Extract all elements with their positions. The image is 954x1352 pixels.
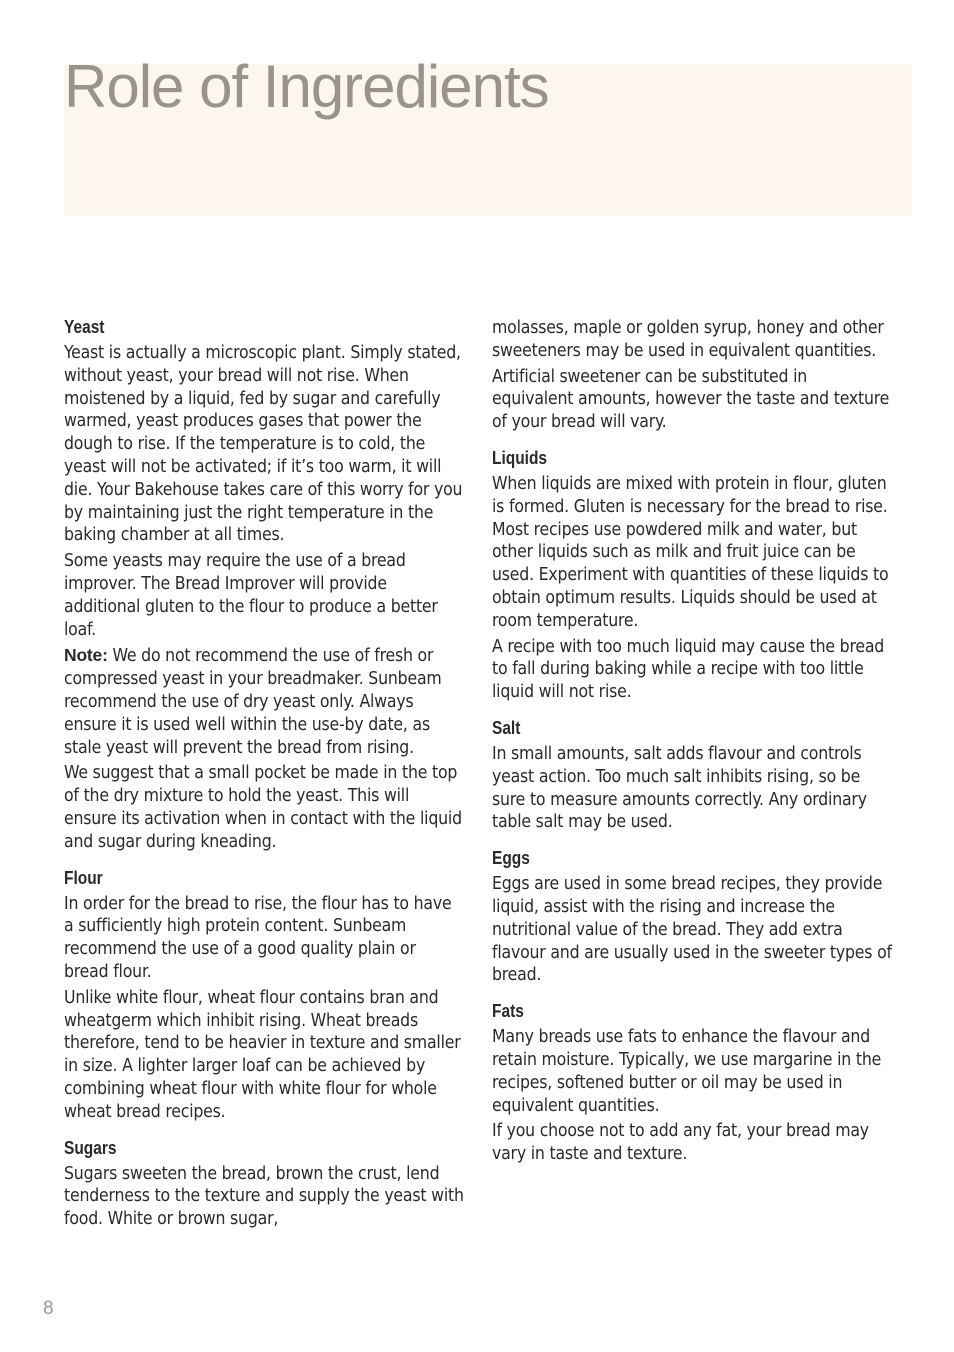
section-liquids — [492, 448, 892, 704]
section-heading: Fats — [492, 1001, 524, 1022]
note-paragraph — [64, 644, 464, 759]
section-heading: Eggs — [492, 848, 530, 869]
section-heading: Flour — [64, 867, 103, 888]
section-heading: Salt — [492, 717, 521, 738]
paragraph: When liquids are mixed with protein in flour, gluten is formed. Gluten is necessary for the bread to rise. Most recipes use powdered milk and water, but other liquids such as milk and fruit juice can be used. Experiment with quantities of these liquids to obtain optimum results. Liquids should be used at room temperature. — [492, 473, 889, 631]
section-flour — [64, 868, 464, 1124]
paragraph: Many breads use fats to enhance the flavour and retain moisture. Typically, we use margarine in the recipes, softened butter or oil may be used in equivalent quantities. — [492, 1027, 882, 1116]
right-column — [492, 317, 892, 1180]
paragraph: If you choose not to add any fat, your bread may vary in taste and texture. — [492, 1121, 869, 1165]
left-column — [64, 317, 464, 1245]
paragraph: Eggs are used in some bread recipes, they provide liquid, assist with the rising and increase the nutritional value of the bread. They add extra flavour and are usually used in the sweeter types of bread. — [492, 874, 892, 986]
section-heading: Sugars — [64, 1137, 117, 1158]
section-heading: Liquids — [492, 447, 548, 468]
paragraph: Sugars sweeten the bread, brown the crust, lend tenderness to the texture and supply the yeast with food. White or brown sugar, — [64, 1163, 464, 1230]
section-sugars — [64, 1138, 464, 1231]
section-eggs — [492, 848, 892, 987]
paragraph: Some yeasts may require the use of a bread improver. The Bread Improver will provide additional gluten to the flour to produce a better loaf. — [64, 551, 438, 640]
paragraph: molasses, maple or golden syrup, honey and other sweeteners may be used in equivalent quantities. — [492, 318, 884, 361]
page-title: Role of Ingredients — [64, 53, 549, 120]
paragraph: Artificial sweetener can be substituted in equivalent amounts, however the taste and texture of your bread will vary. — [492, 366, 890, 433]
section-salt — [492, 718, 892, 834]
section-yeast — [64, 317, 464, 854]
note-text: We do not recommend the use of fresh or compressed yeast in your breadmaker. Sunbeam recommend the use of dry yeast only. Always ensure it is used well within the use-by date, as stale yeast will prevent the bread from rising. — [64, 646, 442, 758]
note-label: Note: — [64, 645, 108, 666]
paragraph: Yeast is actually a microscopic plant. Simply stated, without yeast, your bread will not rise. When moistened by a liquid, fed by sugar and carefully warmed, yeast produces gases that power the dough to rise. If the temperature is to cold, the yeast will not be activated; if it’s too warm, it will die. Your Bakehouse takes care of this worry for you by maintaining just the right temperature in the baking chamber at all times. — [64, 343, 463, 546]
page-number: 8 — [43, 1298, 54, 1319]
paragraph: We suggest that a small pocket be made in the top of the dry mixture to hold the yeast. This will ensure its activation when in contact with the liquid and sugar during kneading. — [64, 763, 462, 852]
paragraph: In order for the bread to rise, the flour has to have a sufficiently high protein content. Sunbeam recommend the use of a good quality plain or bread flour. — [64, 893, 452, 982]
paragraph: A recipe with too much liquid may cause the bread to fall during baking while a recipe with too little liquid will not rise. — [492, 636, 885, 703]
paragraph: Unlike white flour, wheat flour contains bran and wheatgerm which inhibit rising. Wheat breads therefore, tend to be heavier in texture and smaller in size. A lighter larger loaf can be achieved by combining wheat flour with white flour for whole wheat bread recipes. — [64, 987, 461, 1122]
section-sugars-continued — [492, 317, 892, 434]
paragraph: In small amounts, salt adds flavour and controls yeast action. Too much salt inhibits rising, so be sure to measure amounts correctly. Any ordinary table salt may be used. — [492, 743, 867, 833]
section-heading: Yeast — [64, 317, 105, 337]
section-fats — [492, 1001, 892, 1166]
